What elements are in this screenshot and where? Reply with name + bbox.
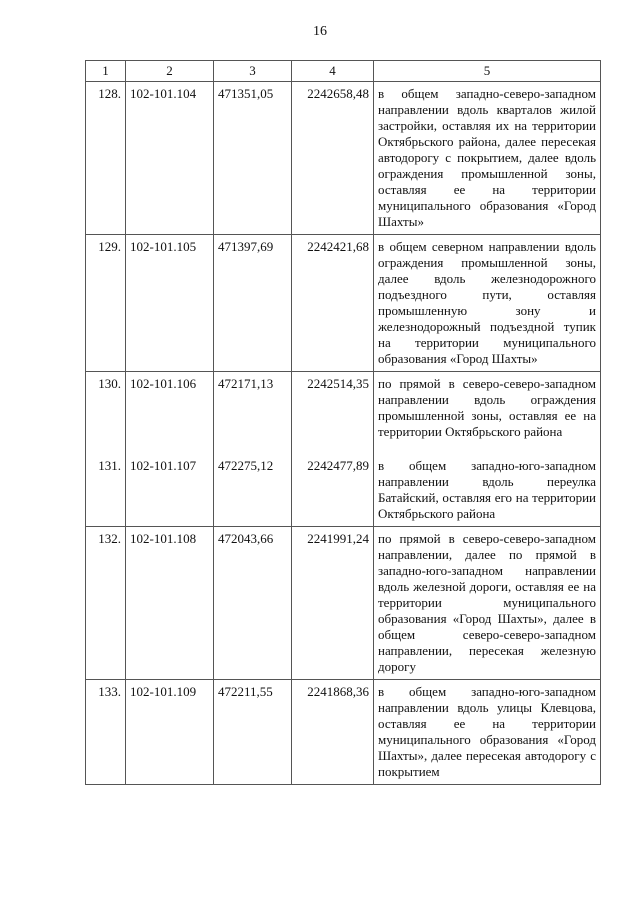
- table-header-row: [86, 61, 601, 82]
- row-number: 129.: [86, 235, 126, 372]
- page-number: 16: [313, 24, 327, 39]
- point-code: 102-101.109: [126, 680, 214, 785]
- boundary-table: [85, 60, 601, 785]
- row-number: 128.: [86, 82, 126, 235]
- coord-y: 2242658,48: [292, 82, 374, 235]
- coord-x: 471397,69: [214, 235, 292, 372]
- coord-y: 2241991,24: [292, 527, 374, 680]
- header-col-1: 1: [86, 61, 126, 82]
- coord-x: 472275,12: [214, 444, 292, 527]
- point-code: 102-101.108: [126, 527, 214, 680]
- row-number: 132.: [86, 527, 126, 680]
- boundary-description: в общем западно-юго-западном направлении вдоль переулка Батайский, оставляя его на территории Октябрьского района: [374, 444, 601, 527]
- row-number: 130.: [86, 372, 126, 445]
- row-number: 131.: [86, 444, 126, 527]
- point-code: 102-101.107: [126, 444, 214, 527]
- coord-x: 471351,05: [214, 82, 292, 235]
- boundary-description: в общем западно-северо-западном направлении вдоль кварталов жилой застройки, оставляя их на территории Октябрьского района, далее пересекая автодорогу с покрытием, далее вдоль ограждения промышленной зоны, оставляя ее на территории муниципального образования «Город Шахты»: [374, 82, 601, 235]
- boundary-description: по прямой в северо-северо-западном направлении вдоль ограждения промышленной зоны, оставляя ее на территории Октябрьского района: [374, 372, 601, 445]
- point-code: 102-101.105: [126, 235, 214, 372]
- boundary-description: в общем северном направлении вдоль ограждения промышленной зоны, далее вдоль железнодорожного подъездного пути, оставляя промышленную зону и железнодорожный подъездной тупик на территории муниципального образования «Город Шахты»: [374, 235, 601, 372]
- point-code: 102-101.104: [126, 82, 214, 235]
- row-number: 133.: [86, 680, 126, 785]
- coord-x: 472043,66: [214, 527, 292, 680]
- header-col-4: 4: [292, 61, 374, 82]
- coord-y: 2242421,68: [292, 235, 374, 372]
- coord-y: 2241868,36: [292, 680, 374, 785]
- table-row: [86, 235, 601, 372]
- table-row: [86, 444, 601, 527]
- point-code: 102-101.106: [126, 372, 214, 445]
- boundary-description: по прямой в северо-северо-западном направлении, далее по прямой в западно-юго-западном направлении вдоль железной дороги, оставляя ее на территории муниципального образования «Город Шахты», далее в общем северо-северо-западном направлении, пересекая железную дорогу: [374, 527, 601, 680]
- coord-x: 472171,13: [214, 372, 292, 445]
- table-row: [86, 680, 601, 785]
- table-row: [86, 527, 601, 680]
- coord-y: 2242514,35: [292, 372, 374, 445]
- table-row: [86, 372, 601, 445]
- coord-y: 2242477,89: [292, 444, 374, 527]
- header-col-5: 5: [374, 61, 601, 82]
- coord-x: 472211,55: [214, 680, 292, 785]
- header-col-3: 3: [214, 61, 292, 82]
- header-col-2: 2: [126, 61, 214, 82]
- table-row: [86, 82, 601, 235]
- boundary-description: в общем западно-юго-западном направлении вдоль улицы Клевцова, оставляя ее на территории муниципального образования «Город Шахты», далее пересекая автодорогу с покрытием: [374, 680, 601, 785]
